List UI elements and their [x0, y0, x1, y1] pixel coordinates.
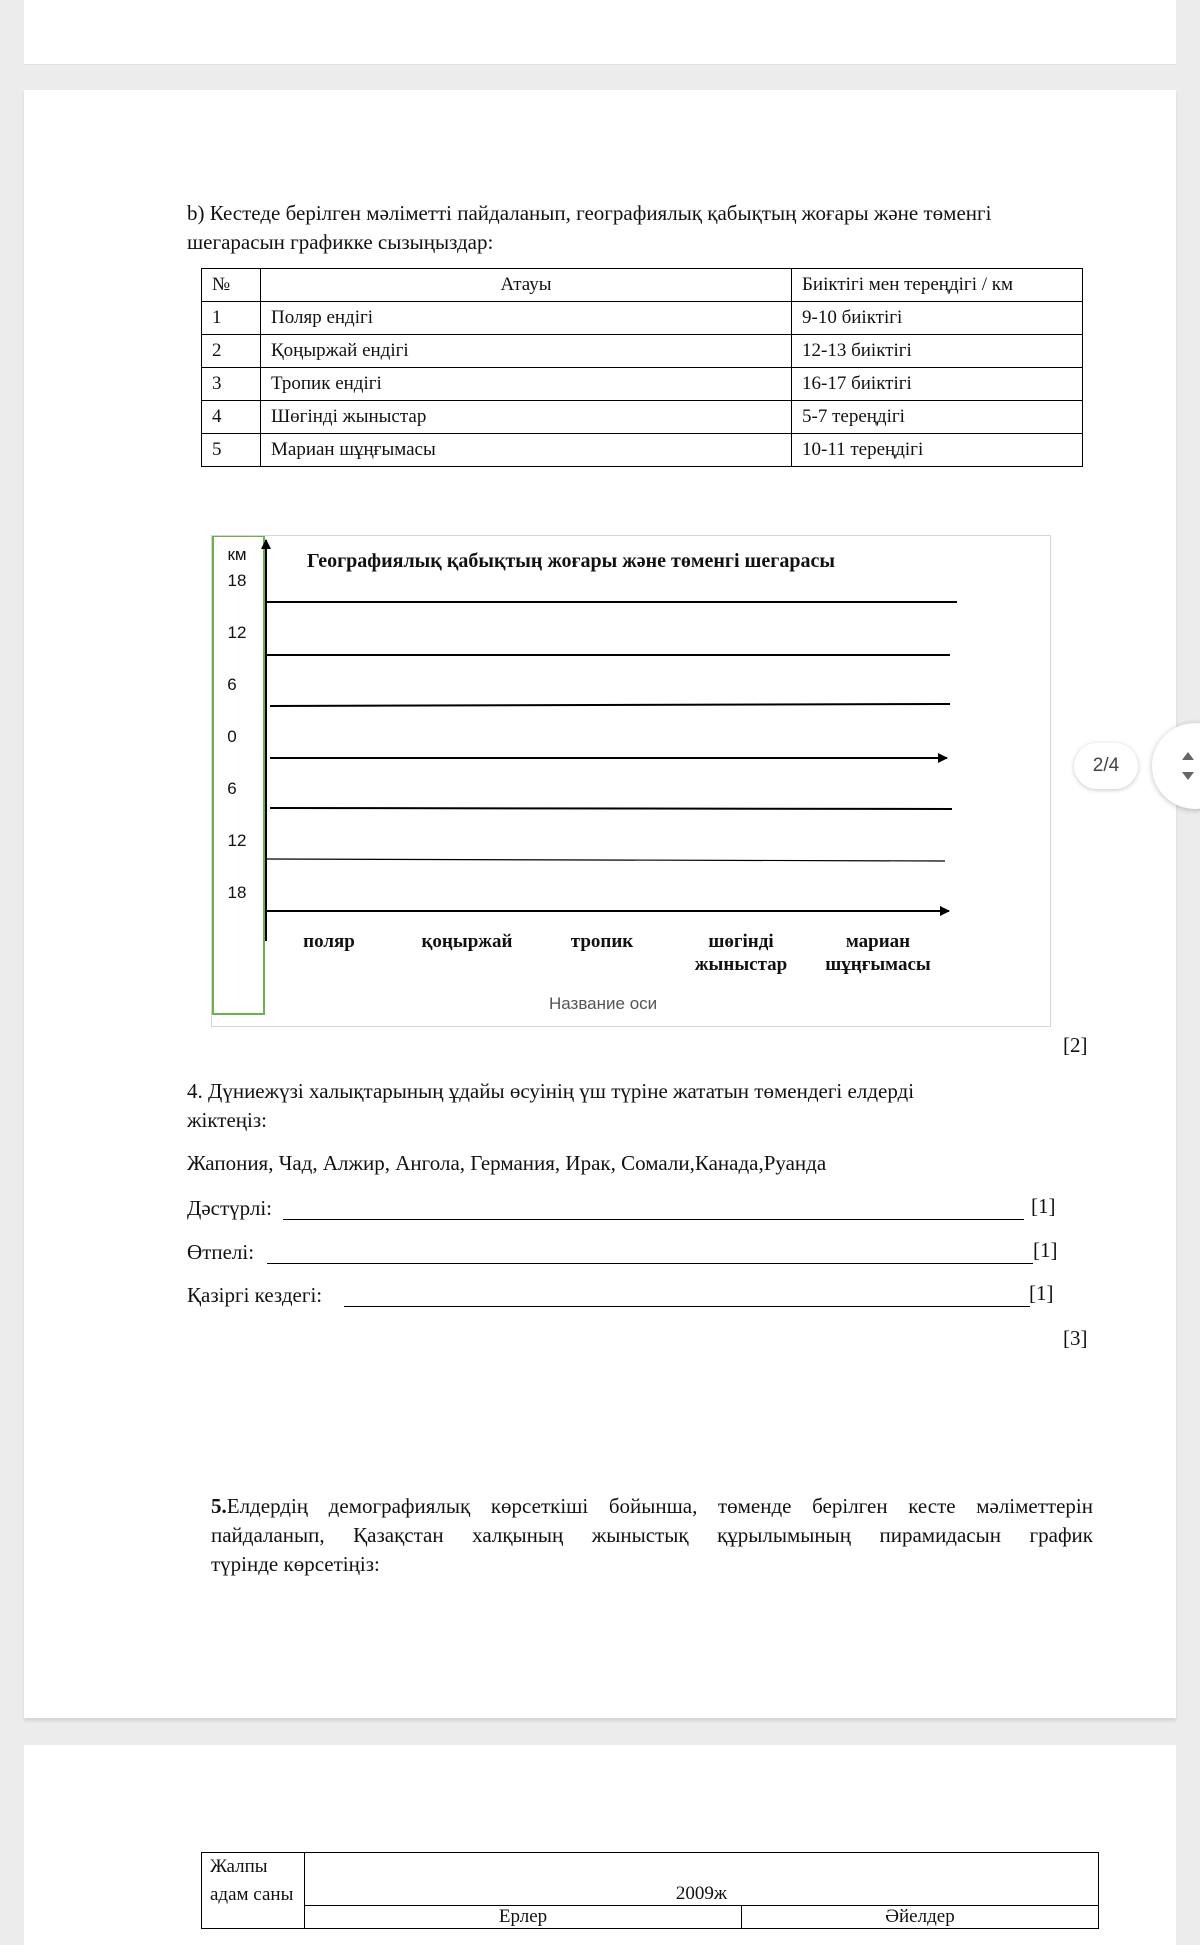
year-header: 2009ж	[305, 1853, 1099, 1906]
task5-question	[211, 1492, 1093, 1579]
y-tick-label: 18	[227, 571, 247, 590]
table-cell: 16-17 биіктігі	[792, 368, 1083, 401]
task5-line1: 5.Елдердің демографиялық көрсеткіші бойынша, төменде берілген кесте мәліметтерін	[211, 1494, 1093, 1518]
table-row	[202, 302, 1083, 335]
answer-label-traditional: Дәстүрлі:	[187, 1196, 273, 1220]
x-axis-title: Название оси	[549, 994, 658, 1013]
y-tick-label: 6	[227, 779, 237, 798]
task-b-intro	[187, 199, 1067, 257]
table-cell: Мариан шұңғымасы	[261, 434, 792, 467]
table-cell: 3	[202, 368, 261, 401]
answer-label-transitional: Өтпелі:	[187, 1240, 255, 1264]
x-category-label: тропик	[570, 931, 634, 952]
table-cell: 2	[202, 335, 261, 368]
task5-line3: түрінде көрсетіңіз:	[211, 1552, 380, 1576]
men-header: Ерлер	[305, 1906, 742, 1929]
demography-table	[201, 1852, 1099, 1929]
answer-score: [1]	[1029, 1281, 1054, 1305]
task5-number: 5.	[211, 1494, 227, 1518]
table-cell: 4	[202, 401, 261, 434]
task4-countries: Жапония, Чад, Алжир, Ангола, Германия, Ирак, Сомали,Канада,Руанда	[187, 1151, 827, 1175]
y-tick-label: 18	[227, 883, 247, 902]
task4-question	[187, 1077, 1067, 1135]
table-cell: Шөгінді жыныстар	[261, 401, 792, 434]
y-unit-label: км	[227, 545, 247, 564]
altitude-table	[201, 268, 1083, 467]
table-row	[202, 335, 1083, 368]
page-indicator: 2/4	[1074, 743, 1138, 789]
women-header: Әйелдер	[742, 1906, 1099, 1929]
table-row	[202, 434, 1083, 467]
table-header-value: Биіктігі мен тереңдігі / км	[792, 269, 1083, 302]
y-tick-label: 12	[227, 831, 247, 850]
task4-question-line1: 4. Дүниежүзі халықтарының ұдайы өсуінің үш түріне жататын төмендегі елдерді	[187, 1079, 915, 1103]
y-axis-label-box	[213, 536, 264, 1014]
table-cell: 5	[202, 434, 261, 467]
table-header-number: №	[202, 269, 261, 302]
table-cell: 1	[202, 302, 261, 335]
y-tick-label: 12	[227, 623, 247, 642]
total-population-header: Жалпы адам саны	[202, 1853, 305, 1929]
table-cell: 9-10 биіктігі	[792, 302, 1083, 335]
task-b-score: [2]	[1063, 1033, 1088, 1057]
task5-line2: пайдаланып, Қазақстан халқының жыныстық құрылымының пирамидасын график	[211, 1523, 1093, 1547]
table-header-row	[202, 269, 1083, 302]
table-header-name: Атауы	[261, 269, 792, 302]
y-tick-label: 0	[227, 727, 237, 746]
answer-score: [1]	[1031, 1194, 1056, 1218]
table-cell: Қоңыржай ендігі	[261, 335, 792, 368]
x-category-label: поляр	[303, 931, 355, 952]
task-b-intro-line1: b) Кестеде берілген мәліметті пайдаланып, географиялық қабықтың жоғары және төменгі	[187, 201, 992, 225]
gridline-6-up	[270, 704, 950, 706]
y-tick-label: 6	[227, 675, 237, 694]
answer-score: [1]	[1033, 1238, 1058, 1262]
table-cell: 12-13 биіктігі	[792, 335, 1083, 368]
task4-question-line2: жіктеңіз:	[187, 1108, 267, 1132]
x-category-label: мариан шұңғымасы	[825, 931, 931, 975]
answer-line-modern[interactable]	[344, 1306, 1030, 1307]
boundary-chart	[211, 535, 1051, 1027]
previous-page	[24, 0, 1176, 65]
table-row	[202, 368, 1083, 401]
task4-total-score: [3]	[1063, 1326, 1088, 1350]
answer-label-modern: Қазіргі кездегі:	[187, 1283, 323, 1307]
x-category-label: шөгінді жыныстар	[694, 931, 788, 975]
gridline-12-down	[266, 859, 945, 861]
task-b-intro-line2: шегарасын графикке сызыңыздар:	[187, 230, 494, 254]
chart-title: Географиялық қабықтың жоғары және төменгі шегарасы	[307, 550, 835, 572]
gridline-6-down	[270, 808, 952, 809]
table-cell: 10-11 тереңдігі	[792, 434, 1083, 467]
table-cell: Поляр ендігі	[261, 302, 792, 335]
answer-line-transitional[interactable]	[267, 1263, 1033, 1264]
table-cell: Тропик ендігі	[261, 368, 792, 401]
table-row	[202, 401, 1083, 434]
x-category-label: қоңыржай	[421, 931, 513, 952]
answer-line-traditional[interactable]	[283, 1219, 1024, 1220]
scroll-arrows-icon	[1172, 723, 1200, 809]
table-cell: 5-7 тереңдігі	[792, 401, 1083, 434]
